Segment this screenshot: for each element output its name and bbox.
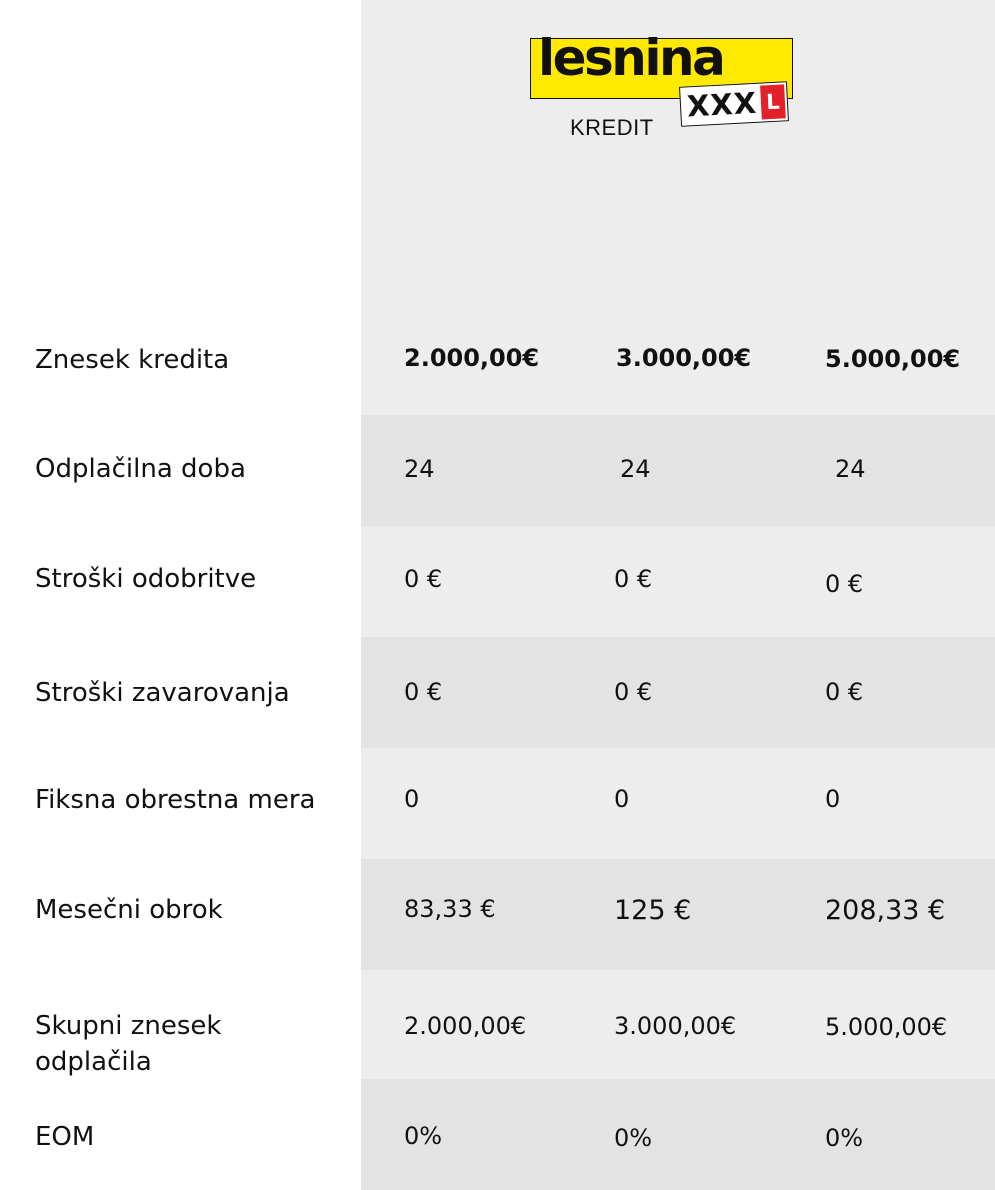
row-label-insurance-costs: Stroški zavarovanja — [35, 678, 290, 708]
table-cell: 125 € — [614, 895, 692, 926]
table-cell: 83,33 € — [404, 895, 496, 923]
table-cell: 5.000,00€ — [825, 1013, 948, 1041]
table-cell: 0 € — [614, 565, 653, 593]
logo-subtitle: KREDIT — [570, 115, 654, 140]
table-cell: 0 € — [404, 565, 443, 593]
logo-xxxl-badge — [679, 81, 789, 127]
table-cell: 0 € — [825, 678, 864, 706]
row-band — [361, 1079, 995, 1190]
table-cell: 3.000,00€ — [616, 344, 752, 372]
table-cell: 0 — [404, 785, 420, 813]
row-label-loan-amount: Znesek kredita — [35, 345, 230, 375]
row-label-approval-costs: Stroški odobritve — [35, 564, 257, 594]
row-label-total-repayment-line2: odplačila — [35, 1047, 152, 1077]
table-cell: 0 € — [614, 678, 653, 706]
logo-l-letter: L — [760, 84, 786, 119]
logo-xxx-text: XXX — [686, 85, 758, 124]
row-band — [361, 637, 995, 748]
row-label-total-repayment — [35, 1008, 221, 1080]
table-cell: 0 — [614, 785, 630, 813]
table-cell: 5.000,00€ — [825, 345, 961, 373]
table-cell: 208,33 € — [825, 895, 946, 926]
table-cell: 0 € — [404, 678, 443, 706]
table-cell: 24 — [404, 455, 435, 483]
table-cell: 0% — [404, 1122, 443, 1150]
table-cell: 24 — [620, 455, 651, 483]
row-label-total-repayment-line1: Skupni znesek — [35, 1011, 222, 1041]
table-cell: 3.000,00€ — [614, 1012, 737, 1040]
table-cell: 0 — [825, 785, 841, 813]
table-cell: 0% — [614, 1124, 653, 1152]
lesnina-kredit-logo — [530, 29, 795, 140]
row-label-eom: EOM — [35, 1122, 95, 1152]
table-cell: 0 € — [825, 570, 864, 598]
row-label-monthly-installment: Mesečni obrok — [35, 895, 223, 925]
table-cell: 2.000,00€ — [404, 1012, 527, 1040]
table-cell: 0% — [825, 1124, 864, 1152]
table-cell: 2.000,00€ — [404, 344, 540, 372]
logo-wordmark: lesnina — [538, 29, 724, 87]
row-label-fixed-interest-rate: Fiksna obrestna mera — [35, 785, 316, 815]
table-cell: 24 — [835, 455, 866, 483]
row-label-repayment-period: Odplačilna doba — [35, 454, 246, 484]
row-band — [361, 415, 995, 526]
